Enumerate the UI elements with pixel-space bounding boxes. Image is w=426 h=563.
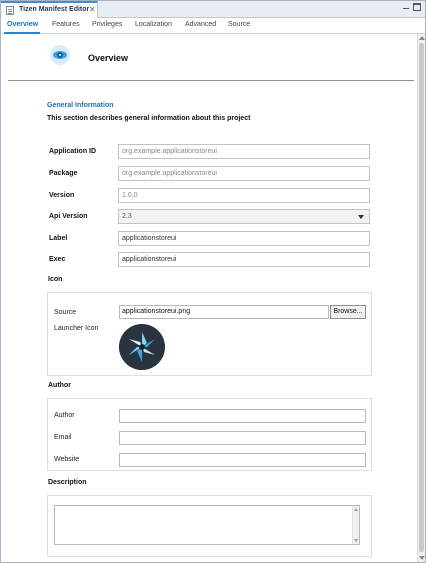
eye-icon (50, 45, 70, 65)
tizen-launcher-icon (119, 324, 165, 370)
tab-localization[interactable]: Localization (135, 21, 172, 28)
version-label: Version (49, 192, 75, 199)
icon-heading: Icon (48, 276, 63, 283)
chevron-down-icon (358, 215, 364, 219)
overview-page (1, 34, 417, 562)
label-label: Label (49, 235, 68, 242)
author-group (47, 398, 372, 471)
author-label: Author (54, 412, 75, 419)
page-scrollbar[interactable] (417, 34, 425, 562)
browse-button[interactable]: Browse... (330, 305, 366, 319)
tab-advanced[interactable]: Advanced (185, 21, 217, 28)
maximize-icon[interactable] (413, 3, 421, 11)
api-version-label: Api Version (49, 213, 88, 220)
api-version-value: 2.3 (122, 213, 132, 220)
editor-tab-manifest[interactable] (1, 1, 98, 18)
tab-overview[interactable]: Overview (7, 21, 39, 28)
editor-tab-strip (1, 1, 425, 18)
launcher-icon-label: Launcher Icon (54, 325, 99, 332)
description-group (47, 495, 372, 557)
minimize-icon[interactable] (402, 3, 410, 11)
scrollbar-thumb[interactable] (419, 43, 424, 552)
tab-features[interactable]: Features (52, 21, 80, 28)
description-heading: Description (48, 479, 87, 486)
scroll-down-icon[interactable] (354, 539, 358, 542)
close-icon[interactable]: ✕ (89, 5, 96, 14)
exec-label: Exec (49, 256, 66, 263)
tab-source[interactable]: Source (228, 21, 251, 28)
manifest-file-icon (6, 6, 14, 15)
application-id-field[interactable]: org.example.applicationstoreui (118, 144, 370, 159)
icon-source-field[interactable]: applicationstoreui.png (119, 305, 329, 319)
scroll-down-icon[interactable] (419, 556, 425, 560)
icon-group (47, 292, 372, 376)
editor-tab-title: Tizen Manifest Editor (19, 6, 90, 13)
api-version-select[interactable] (118, 209, 370, 224)
title-divider (8, 80, 414, 81)
icon-source-label: Source (54, 309, 77, 316)
page-title: Overview (88, 53, 129, 63)
description-textarea[interactable] (54, 505, 360, 545)
manifest-page-tabs (1, 18, 425, 34)
email-field[interactable] (119, 431, 366, 445)
website-field[interactable] (119, 453, 366, 467)
description-scrollbar[interactable] (352, 506, 359, 544)
scroll-up-icon[interactable] (354, 508, 358, 511)
email-label: Email (54, 434, 72, 441)
general-information-heading: General Information (47, 102, 114, 109)
label-field[interactable]: applicationstoreui (118, 231, 370, 246)
author-heading: Author (48, 382, 71, 389)
exec-field[interactable]: applicationstoreui (118, 252, 370, 267)
tab-privileges[interactable]: Privileges (92, 21, 123, 28)
window-controls (402, 3, 422, 13)
author-field[interactable] (119, 409, 366, 423)
scroll-up-icon[interactable] (419, 36, 425, 40)
package-label: Package (49, 170, 78, 177)
package-field[interactable]: org.example.applicationstoreui (118, 166, 370, 181)
application-id-label: Application ID (49, 148, 97, 155)
version-field[interactable]: 1.0.0 (118, 188, 370, 203)
website-label: Website (54, 456, 80, 463)
general-information-description: This section describes general information about this project (47, 115, 251, 122)
